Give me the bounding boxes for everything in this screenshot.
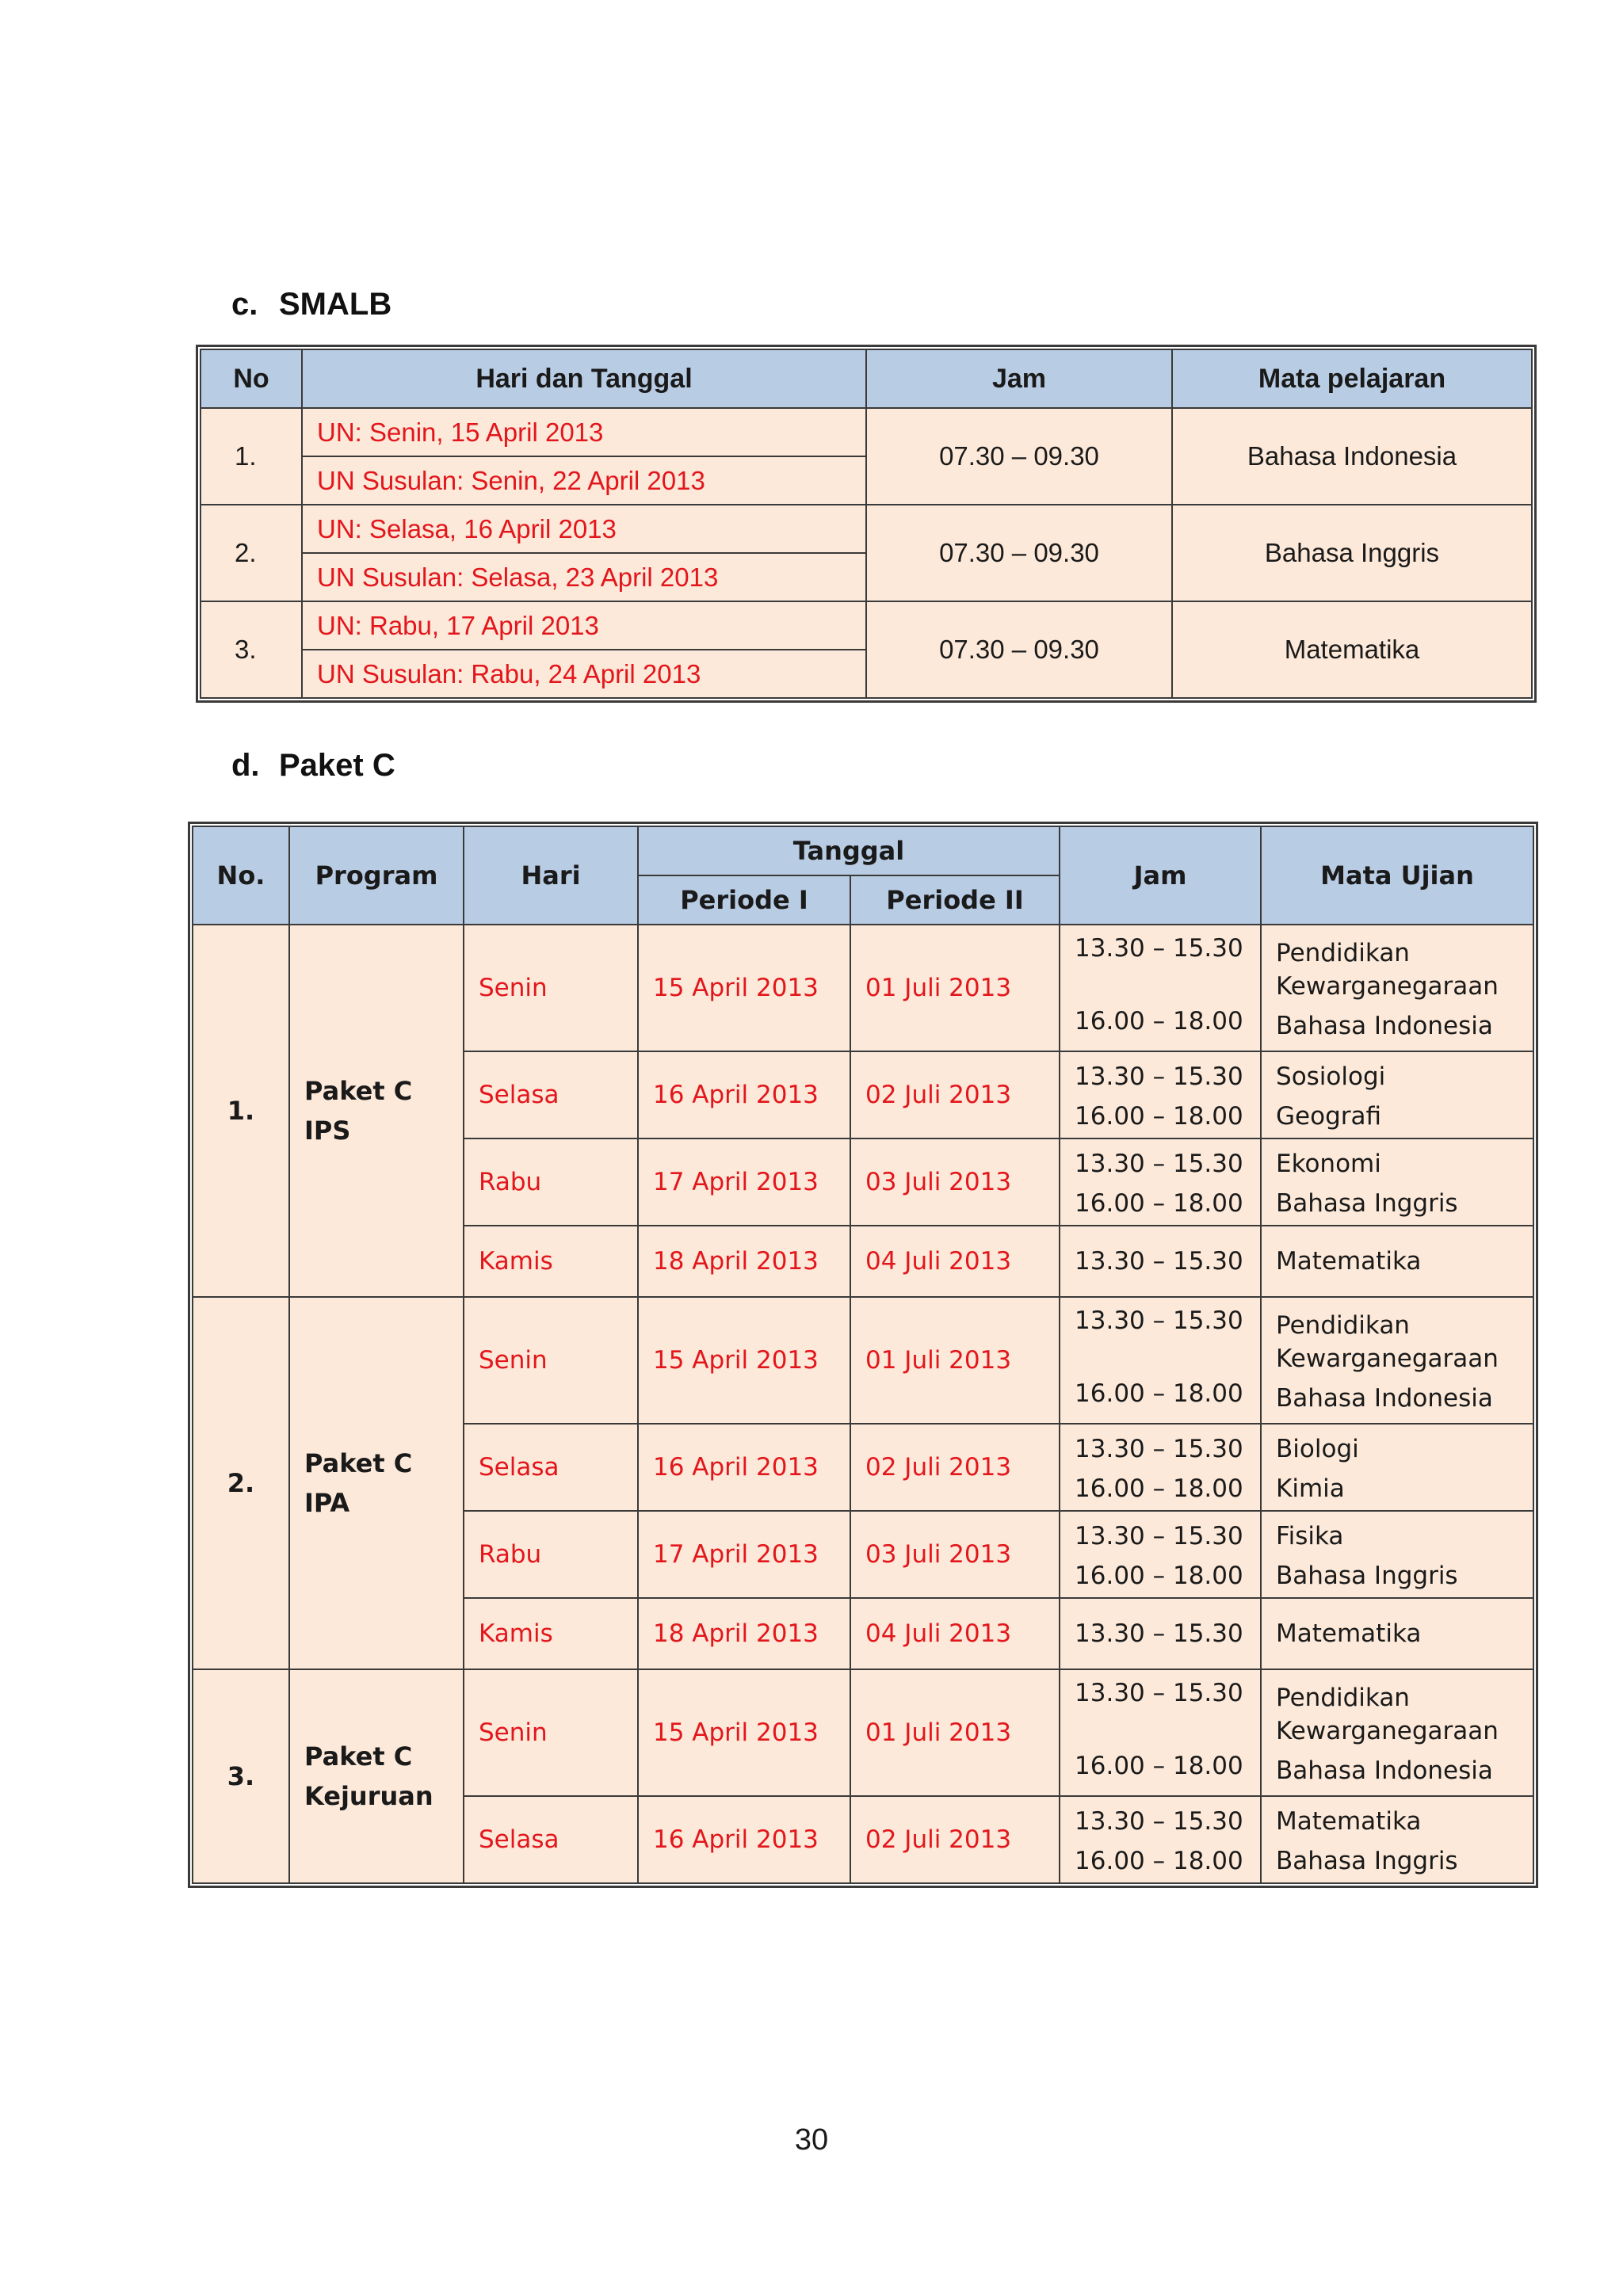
exam-time: 07.30 – 09.30	[866, 408, 1172, 505]
exam-time	[1060, 1297, 1261, 1424]
exam-subject	[1261, 1796, 1533, 1883]
program-line: Kejuruan	[304, 1781, 433, 1811]
subject-line: Kimia	[1276, 1474, 1345, 1503]
subject-line: Sosiologi	[1276, 1062, 1386, 1091]
subject-line: Biologi	[1276, 1435, 1359, 1463]
section-letter: d.	[231, 748, 260, 783]
exam-subject	[1261, 1424, 1533, 1511]
period-1-date: 15 April 2013	[638, 925, 850, 1051]
day: Rabu	[464, 1511, 638, 1598]
exam-time: 07.30 – 09.30	[866, 505, 1172, 601]
exam-time: 07.30 – 09.30	[866, 601, 1172, 698]
subject: Bahasa Indonesia	[1172, 408, 1532, 505]
exam-time	[1060, 1511, 1261, 1598]
column-header: No.	[193, 826, 289, 925]
subject-line: Bahasa Inggris	[1276, 1562, 1458, 1590]
exam-time	[1060, 1424, 1261, 1511]
page-number: 30	[794, 2123, 829, 2157]
period-2-date: 03 Juli 2013	[850, 1138, 1060, 1226]
day: Rabu	[464, 1138, 638, 1226]
exam-time	[1060, 1138, 1261, 1226]
period-1-date: 16 April 2013	[638, 1796, 850, 1883]
subject-line: Ekonomi	[1276, 1150, 1381, 1178]
day: Selasa	[464, 1796, 638, 1883]
time-line: 16.00 – 18.00	[1075, 1474, 1243, 1503]
exam-subject	[1261, 1511, 1533, 1598]
time-line: 13.30 – 15.30	[1075, 1679, 1243, 1707]
period-2-date: 01 Juli 2013	[850, 1297, 1060, 1424]
table-row	[200, 408, 1532, 456]
paket-table-body	[193, 925, 1533, 1883]
subject-line: Bahasa Indonesia	[1276, 1756, 1493, 1785]
subject-line: Pendidikan	[1276, 939, 1410, 967]
exam-subject	[1261, 1226, 1533, 1297]
section-letter: c.	[231, 287, 258, 322]
period-2-date: 02 Juli 2013	[850, 1424, 1060, 1511]
exam-subject	[1261, 1297, 1533, 1424]
column-header: Periode I	[638, 875, 850, 925]
table-row	[193, 925, 1533, 1051]
column-header: Hari	[464, 826, 638, 925]
period-1-date: 17 April 2013	[638, 1138, 850, 1226]
un-susulan-date: UN Susulan: Senin, 22 April 2013	[302, 456, 866, 505]
time-line: 13.30 – 15.30	[1075, 1619, 1243, 1648]
subject-line: Pendidikan	[1276, 1311, 1410, 1340]
day: Kamis	[464, 1226, 638, 1297]
subject-line: Bahasa Indonesia	[1276, 1012, 1493, 1040]
exam-time	[1060, 1051, 1261, 1138]
section-title: SMALB	[279, 287, 392, 322]
program-name	[289, 1297, 464, 1669]
un-date: UN: Senin, 15 April 2013	[302, 408, 866, 456]
exam-subject	[1261, 1669, 1533, 1796]
time-line: 16.00 – 18.00	[1075, 1102, 1243, 1131]
exam-time	[1060, 1669, 1261, 1796]
day: Kamis	[464, 1598, 638, 1669]
time-line: 13.30 – 15.30	[1075, 1150, 1243, 1178]
column-header: Tanggal	[638, 826, 1060, 875]
exam-time	[1060, 1226, 1261, 1297]
period-2-date: 01 Juli 2013	[850, 1669, 1060, 1796]
time-line: 16.00 – 18.00	[1075, 1752, 1243, 1780]
subject-line: Matematika	[1276, 1619, 1422, 1648]
subject-line: Kewarganegaraan	[1276, 972, 1499, 1001]
subject-line: Matematika	[1276, 1247, 1422, 1276]
column-header: Mata Ujian	[1261, 826, 1533, 925]
subject: Bahasa Inggris	[1172, 505, 1532, 601]
section-heading-paket-c	[231, 748, 395, 784]
subject-line: Bahasa Inggris	[1276, 1847, 1458, 1875]
time-line: 13.30 – 15.30	[1075, 1522, 1243, 1550]
exam-subject	[1261, 1138, 1533, 1226]
section-heading-smalb	[231, 287, 391, 322]
un-susulan-date: UN Susulan: Rabu, 24 April 2013	[302, 650, 866, 698]
subject-line: Matematika	[1276, 1807, 1422, 1836]
subject-line: Geografi	[1276, 1102, 1382, 1131]
day: Selasa	[464, 1051, 638, 1138]
exam-subject	[1261, 925, 1533, 1051]
exam-time	[1060, 1598, 1261, 1669]
column-header: Hari dan Tanggal	[302, 349, 866, 408]
time-line: 13.30 – 15.30	[1075, 1306, 1243, 1335]
table-row	[200, 505, 1532, 553]
exam-subject	[1261, 1598, 1533, 1669]
table-row	[200, 601, 1532, 650]
program-line: Paket C	[304, 1076, 413, 1106]
day: Senin	[464, 925, 638, 1051]
row-number: 2.	[200, 505, 302, 601]
subject-line: Kewarganegaraan	[1276, 1717, 1499, 1745]
column-header: Periode II	[850, 875, 1060, 925]
period-2-date: 04 Juli 2013	[850, 1598, 1060, 1669]
program-line: Paket C	[304, 1741, 413, 1772]
time-line: 16.00 – 18.00	[1075, 1189, 1243, 1218]
time-line: 13.30 – 15.30	[1075, 1062, 1243, 1091]
period-2-date: 03 Juli 2013	[850, 1511, 1060, 1598]
un-date: UN: Rabu, 17 April 2013	[302, 601, 866, 650]
subject-line: Bahasa Inggris	[1276, 1189, 1458, 1218]
exam-time	[1060, 925, 1261, 1051]
smalb-schedule-table	[200, 349, 1533, 699]
program-line: IPA	[304, 1488, 350, 1518]
group-number: 3.	[193, 1669, 289, 1883]
period-1-date: 16 April 2013	[638, 1051, 850, 1138]
program-line: Paket C	[304, 1448, 413, 1478]
table-row	[193, 1669, 1533, 1796]
exam-subject	[1261, 1051, 1533, 1138]
table-header-row	[193, 826, 1533, 875]
time-line: 16.00 – 18.00	[1075, 1007, 1243, 1035]
group-number: 1.	[193, 925, 289, 1297]
column-header: Jam	[866, 349, 1172, 408]
period-1-date: 16 April 2013	[638, 1424, 850, 1511]
column-header: Mata pelajaran	[1172, 349, 1532, 408]
subject-line: Pendidikan	[1276, 1684, 1410, 1712]
un-date: UN: Selasa, 16 April 2013	[302, 505, 866, 553]
time-line: 13.30 – 15.30	[1075, 1807, 1243, 1836]
subject: Matematika	[1172, 601, 1532, 698]
period-1-date: 18 April 2013	[638, 1226, 850, 1297]
row-number: 3.	[200, 601, 302, 698]
period-2-date: 02 Juli 2013	[850, 1796, 1060, 1883]
period-2-date: 01 Juli 2013	[850, 925, 1060, 1051]
time-line: 16.00 – 18.00	[1075, 1847, 1243, 1875]
program-line: IPS	[304, 1116, 351, 1146]
row-number: 1.	[200, 408, 302, 505]
subject-line: Fisika	[1276, 1522, 1344, 1550]
period-2-date: 02 Juli 2013	[850, 1051, 1060, 1138]
column-header: Program	[289, 826, 464, 925]
time-line: 13.30 – 15.30	[1075, 1435, 1243, 1463]
exam-time	[1060, 1796, 1261, 1883]
program-name	[289, 1669, 464, 1883]
subject-line: Kewarganegaraan	[1276, 1344, 1499, 1373]
column-header: No	[200, 349, 302, 408]
time-line: 16.00 – 18.00	[1075, 1379, 1243, 1408]
day: Selasa	[464, 1424, 638, 1511]
time-line: 13.30 – 15.30	[1075, 934, 1243, 963]
table-header-row	[200, 349, 1532, 408]
group-number: 2.	[193, 1297, 289, 1669]
table-row	[193, 1297, 1533, 1424]
day: Senin	[464, 1669, 638, 1796]
period-1-date: 17 April 2013	[638, 1511, 850, 1598]
time-line: 13.30 – 15.30	[1075, 1247, 1243, 1276]
period-1-date: 15 April 2013	[638, 1669, 850, 1796]
column-header: Jam	[1060, 826, 1261, 925]
program-name	[289, 925, 464, 1297]
day: Senin	[464, 1297, 638, 1424]
un-susulan-date: UN Susulan: Selasa, 23 April 2013	[302, 553, 866, 601]
subject-line: Bahasa Indonesia	[1276, 1384, 1493, 1413]
period-2-date: 04 Juli 2013	[850, 1226, 1060, 1297]
paket-c-schedule-table	[192, 826, 1534, 1884]
time-line: 16.00 – 18.00	[1075, 1562, 1243, 1590]
period-1-date: 18 April 2013	[638, 1598, 850, 1669]
period-1-date: 15 April 2013	[638, 1297, 850, 1424]
section-title: Paket C	[279, 748, 395, 783]
